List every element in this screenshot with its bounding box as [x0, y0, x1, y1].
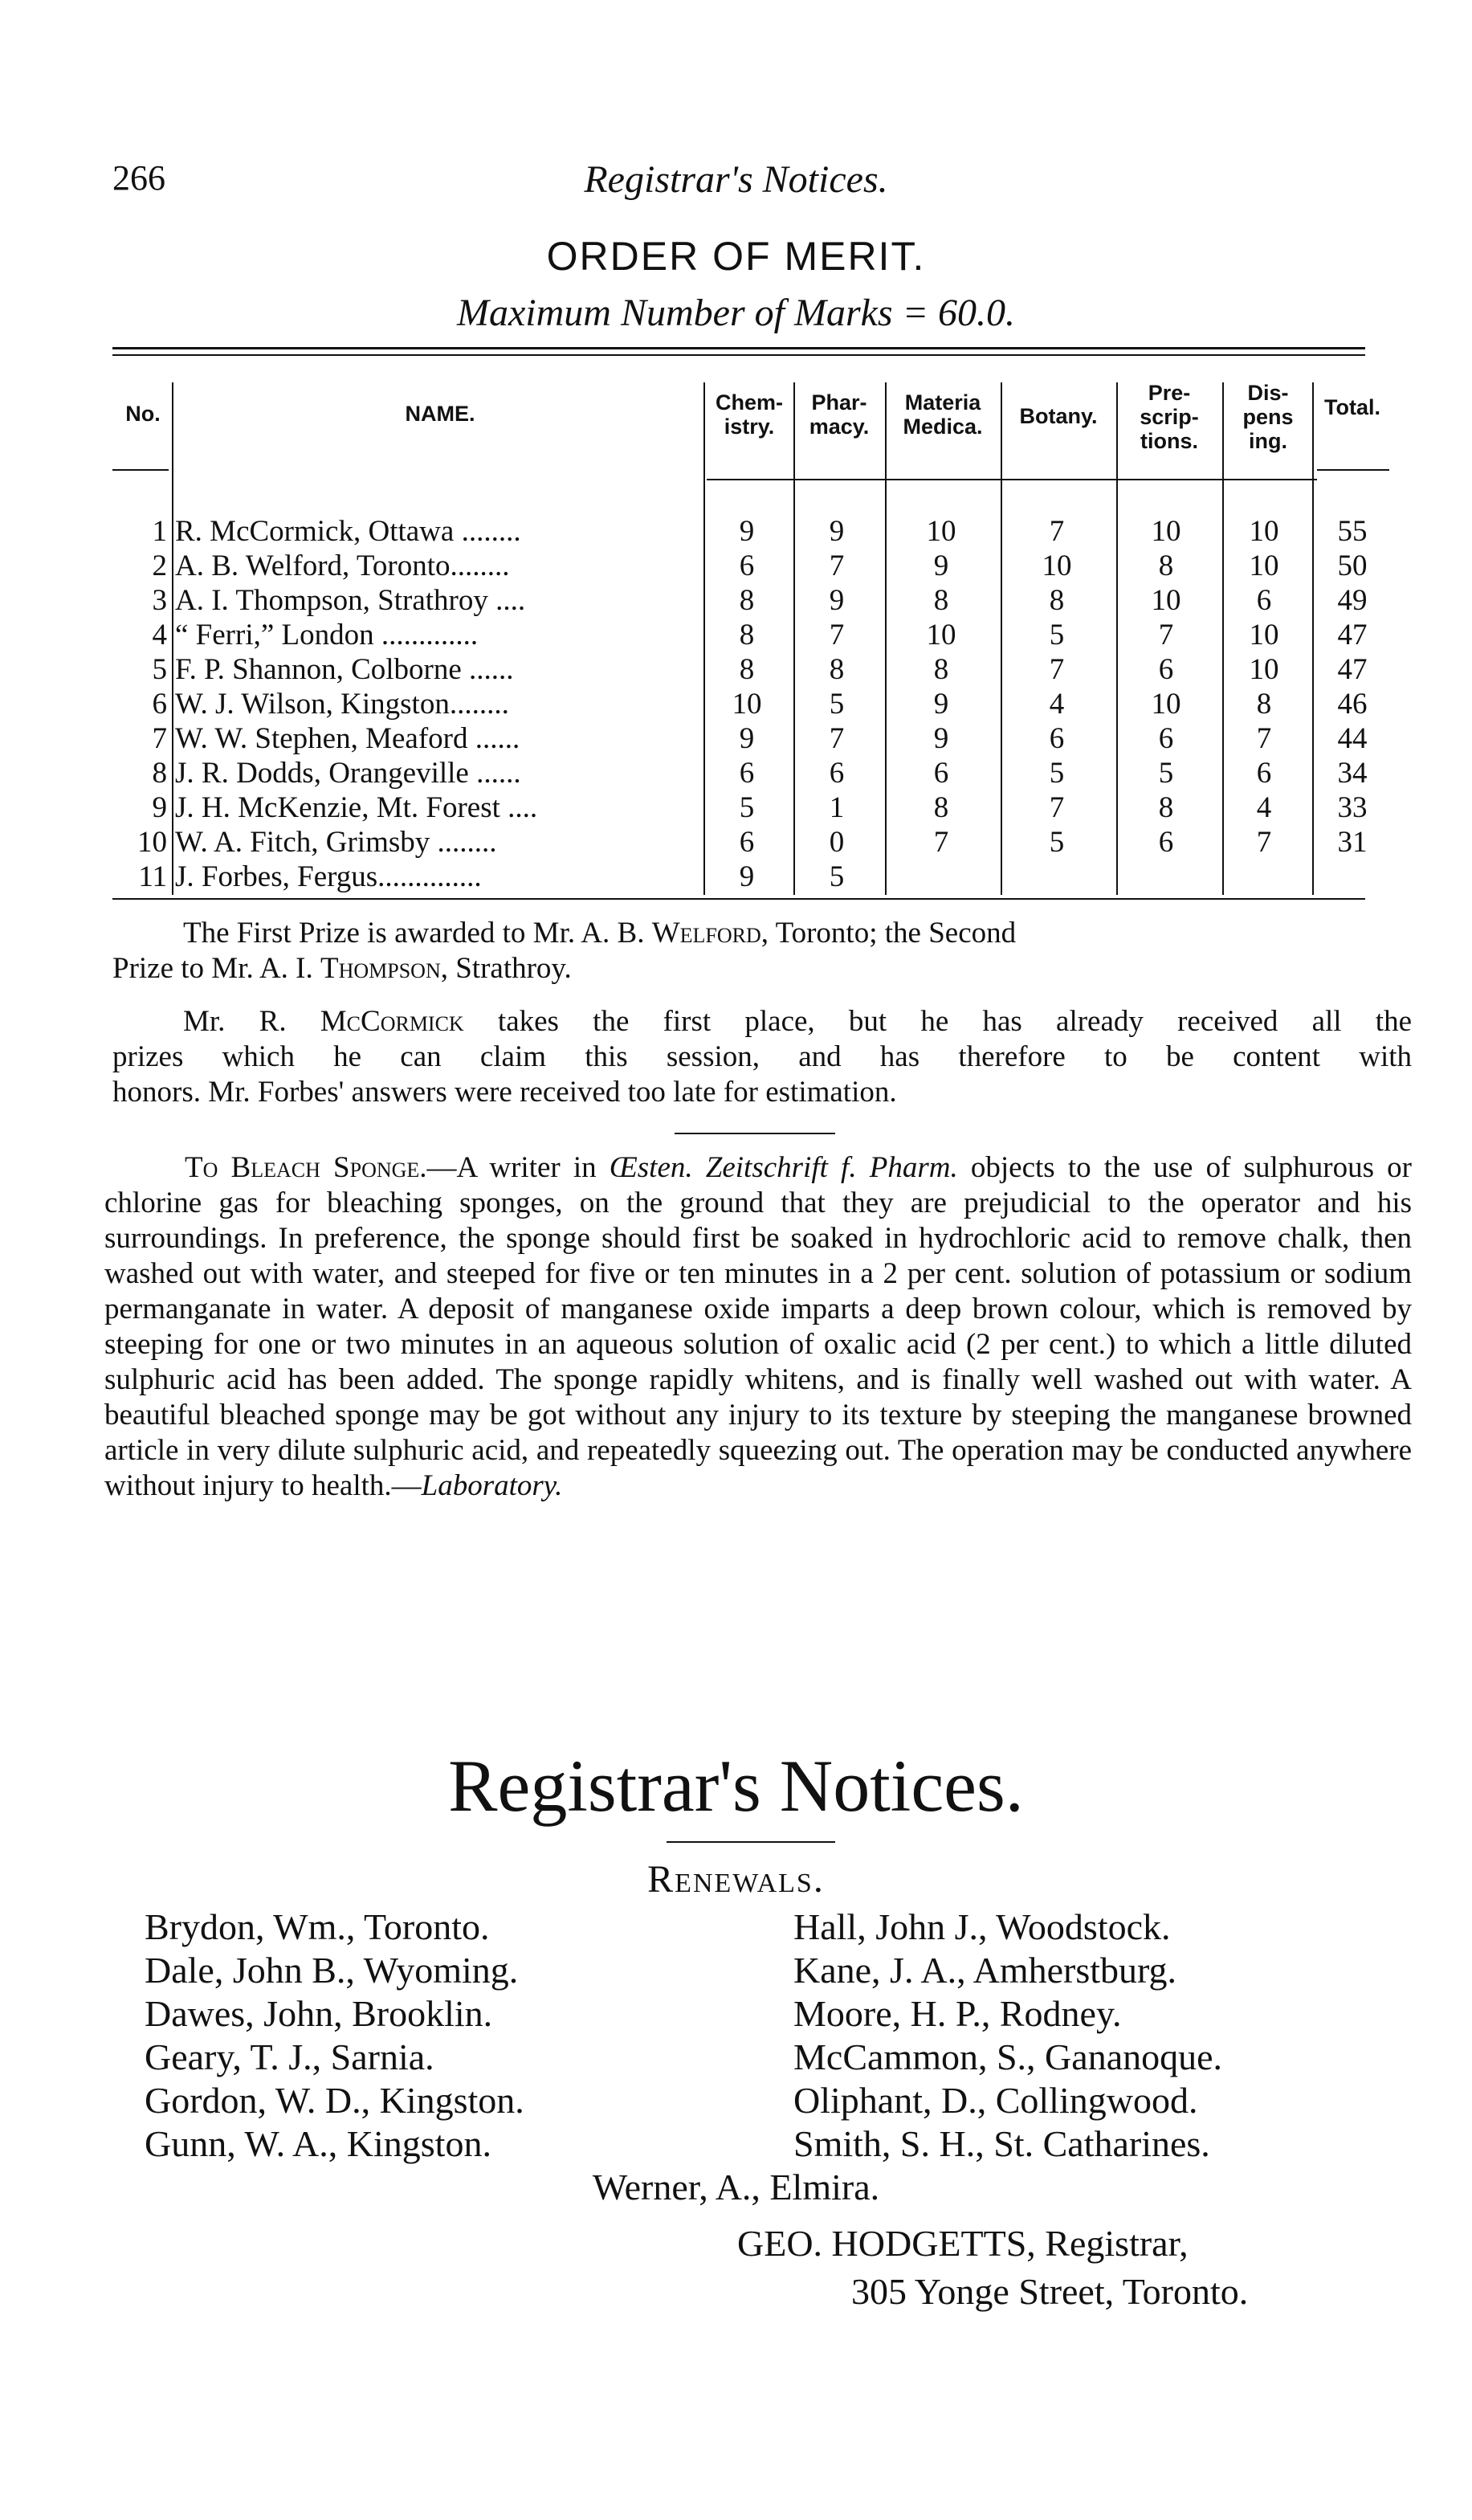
prize-note-line-2: Prize to Mr. A. I. Thompson, Strathroy.	[112, 952, 572, 985]
prize-note-line-5: honors. Mr. Forbes' answers were received too late for estimation.	[112, 1076, 897, 1109]
cell-bot: 8	[1049, 584, 1065, 617]
cell-name: A. I. Thompson, Strathroy ....	[175, 584, 526, 617]
cell-chem: 10	[732, 688, 762, 721]
table-row	[96, 618, 1397, 653]
cell-name: W. A. Fitch, Grimsby ........	[175, 826, 497, 859]
renewal-name: Gunn, W. A., Kingston.	[145, 2123, 491, 2164]
sponge-article: To Bleach Sponge.—A writer in Œsten. Zeitschrift f. Pharm. objects to the use of sulphurous or chlorine gas for bleaching sponges, on the ground that they are prejudicial to the operator and his surroundings. In preference, the sponge should first be soaked in hydrochloric acid to remove chalk, then washed out with water, and steeped for five or ten minutes in a 2 per cent. solution of potassium or sodium permanganate in water. A deposit of manganese oxide imparts a deep brown colour, which is removed by steeping for one or two minutes in an aqueous solution of oxalic acid (2 per cent.) to which a little diluted sulphuric acid has been added. The sponge rapidly whitens, and is finally well washed out with water. A beautiful bleached sponge may be got without any injury to its texture by steeping the manganese browned article in very dilute sulphuric acid, and repeatedly squeezing out. The operation may be conducted anywhere without injury to health.—Laboratory.	[104, 1151, 1412, 1502]
cell-chem: 9	[739, 515, 755, 548]
column-header-total: Total.	[1324, 395, 1380, 419]
column-header-prescriptions: Pre- scrip- tions.	[1140, 381, 1199, 453]
table-top-rule-2	[112, 354, 1365, 356]
prize-note-line-1: The First Prize is awarded to Mr. A. B. Welford, Toronto; the Second	[183, 917, 1017, 950]
cell-name: R. McCormick, Ottawa ........	[175, 515, 521, 548]
cell-no: 1	[152, 515, 167, 548]
cell-mat: 9	[933, 549, 949, 582]
cell-disp: 8	[1256, 688, 1272, 721]
article-source: Laboratory.	[421, 1469, 563, 1502]
cell-total: 47	[1337, 653, 1368, 686]
cell-name: W. J. Wilson, Kingston........	[175, 688, 509, 721]
column-header-no: No.	[125, 402, 161, 426]
table-row	[96, 549, 1397, 584]
cell-pres: 8	[1158, 791, 1174, 824]
cell-total: 34	[1337, 757, 1368, 790]
renewal-name: Moore, H. P., Rodney.	[793, 1993, 1122, 2034]
article-heading: To Bleach Sponge.	[185, 1151, 427, 1184]
cell-name: F. P. Shannon, Colborne ......	[175, 653, 514, 686]
cell-mat: 10	[926, 619, 956, 651]
cell-no: 8	[152, 757, 167, 790]
cell-name: J. H. McKenzie, Mt. Forest ....	[175, 791, 538, 824]
cell-pres: 10	[1151, 584, 1181, 617]
cell-pres: 6	[1158, 826, 1174, 859]
renewal-name: Werner, A., Elmira.	[592, 2167, 880, 2208]
cell-bot: 5	[1049, 757, 1065, 790]
renewal-name: Brydon, Wm., Toronto.	[145, 1906, 490, 1947]
cell-chem: 8	[739, 619, 755, 651]
cell-phar: 9	[829, 584, 845, 617]
cell-mat: 6	[933, 757, 949, 790]
cell-phar: 7	[829, 549, 845, 582]
cell-disp: 10	[1249, 549, 1279, 582]
cell-no: 11	[138, 860, 167, 893]
table-row	[96, 583, 1397, 619]
renewal-name: Smith, S. H., St. Catharines.	[793, 2123, 1210, 2164]
table-row	[96, 652, 1397, 688]
page-number: 266	[112, 158, 165, 198]
table-row	[96, 687, 1397, 722]
cell-mat: 10	[926, 515, 956, 548]
cell-name: “ Ferri,” London .............	[175, 619, 479, 651]
column-header-botany: Botany.	[1019, 404, 1098, 428]
cell-no: 4	[152, 619, 167, 651]
registrar-signature: GEO. HODGETTS, Registrar,	[737, 2223, 1189, 2264]
cell-total: 44	[1337, 722, 1368, 755]
column-header-materia-medica: Materia Medica.	[903, 390, 983, 439]
cell-name: A. B. Welford, Toronto........	[175, 549, 510, 582]
cell-chem: 6	[739, 826, 755, 859]
cell-no: 7	[152, 722, 167, 755]
cell-pres: 6	[1158, 653, 1174, 686]
cell-chem: 9	[739, 860, 755, 893]
running-title: Registrar's Notices.	[584, 158, 888, 201]
renewals-label: Renewals.	[647, 1858, 825, 1901]
cell-pres: 6	[1158, 722, 1174, 755]
cell-disp: 10	[1249, 515, 1279, 548]
cell-total: 50	[1337, 549, 1368, 582]
renewal-name: Dawes, John, Brooklin.	[145, 1993, 493, 2034]
cell-total: 31	[1337, 826, 1368, 859]
notices-divider	[667, 1841, 835, 1843]
cell-chem: 8	[739, 584, 755, 617]
cell-disp: 7	[1256, 826, 1272, 859]
table-top-rule	[112, 347, 1365, 349]
cell-mat: 8	[933, 791, 949, 824]
table-row	[96, 514, 1397, 549]
column-header-dispensing: Dis- pens ing.	[1242, 381, 1294, 453]
header-rule-columns	[707, 479, 1317, 480]
renewal-name: McCammon, S., Gananoque.	[793, 2036, 1223, 2077]
cell-bot: 7	[1049, 653, 1065, 686]
merit-title: ORDER OF MERIT.	[546, 234, 926, 279]
cell-bot: 10	[1042, 549, 1072, 582]
notices-title: Registrar's Notices.	[448, 1745, 1024, 1827]
cell-total: 49	[1337, 584, 1368, 617]
table-bottom-rule	[112, 898, 1365, 900]
table-row	[96, 825, 1397, 860]
cell-no: 10	[137, 826, 167, 859]
section-divider	[675, 1133, 835, 1134]
cell-bot: 6	[1049, 722, 1065, 755]
cell-name: J. R. Dodds, Orangeville ......	[175, 757, 521, 790]
cell-no: 3	[152, 584, 167, 617]
cell-bot: 7	[1049, 515, 1065, 548]
cell-disp: 10	[1249, 653, 1279, 686]
cell-phar: 7	[829, 722, 845, 755]
journal-title: Œsten. Zeitschrift f. Pharm.	[609, 1151, 958, 1184]
cell-name: W. W. Stephen, Meaford ......	[175, 722, 520, 755]
renewal-name: Gordon, W. D., Kingston.	[145, 2080, 524, 2121]
cell-no: 2	[152, 549, 167, 582]
merit-subtitle: Maximum Number of Marks = 60.0.	[457, 292, 1015, 334]
cell-mat: 9	[933, 688, 949, 721]
column-header-name: NAME.	[405, 402, 475, 426]
cell-bot: 5	[1049, 619, 1065, 651]
cell-pres: 5	[1158, 757, 1174, 790]
renewal-name: Kane, J. A., Amherstburg.	[793, 1950, 1177, 1991]
cell-mat: 9	[933, 722, 949, 755]
cell-mat: 7	[933, 826, 949, 859]
cell-phar: 7	[829, 619, 845, 651]
cell-phar: 6	[829, 757, 845, 790]
cell-phar: 5	[829, 860, 845, 893]
cell-phar: 1	[829, 791, 845, 824]
cell-total: 55	[1337, 515, 1368, 548]
cell-chem: 9	[739, 722, 755, 755]
cell-phar: 9	[829, 515, 845, 548]
renewal-name: Dale, John B., Wyoming.	[145, 1950, 519, 1991]
renewals-right-column	[793, 1905, 1222, 2166]
cell-chem: 8	[739, 653, 755, 686]
cell-phar: 0	[829, 826, 845, 859]
cell-pres: 10	[1151, 515, 1181, 548]
cell-disp: 7	[1256, 722, 1272, 755]
prize-note-line-3: Mr. R. McCormick takes the first place, but he has already received all the	[183, 1005, 1412, 1038]
cell-total: 33	[1337, 791, 1368, 824]
cell-disp: 6	[1256, 757, 1272, 790]
table-row	[96, 756, 1397, 791]
cell-pres: 10	[1151, 688, 1181, 721]
cell-pres: 8	[1158, 549, 1174, 582]
cell-bot: 4	[1049, 688, 1065, 721]
cell-bot: 7	[1049, 791, 1065, 824]
registrar-address: 305 Yonge Street, Toronto.	[851, 2271, 1249, 2312]
table-row	[96, 860, 1397, 895]
table-row	[96, 721, 1397, 757]
cell-mat: 8	[933, 653, 949, 686]
cell-phar: 8	[829, 653, 845, 686]
cell-disp: 4	[1256, 791, 1272, 824]
cell-chem: 5	[739, 791, 755, 824]
cell-disp: 6	[1256, 584, 1272, 617]
cell-phar: 5	[829, 688, 845, 721]
cell-no: 9	[152, 791, 167, 824]
cell-name: J. Forbes, Fergus..............	[175, 860, 482, 893]
prize-note-line-4: prizes which he can claim this session, and has therefore to be content with	[112, 1040, 1412, 1073]
cell-chem: 6	[739, 549, 755, 582]
cell-no: 6	[152, 688, 167, 721]
renewals-last-entry	[0, 2166, 1472, 2209]
cell-mat: 8	[933, 584, 949, 617]
header-rule-total	[1317, 469, 1389, 471]
cell-no: 5	[152, 653, 167, 686]
renewal-name: Oliphant, D., Collingwood.	[793, 2080, 1198, 2121]
cell-bot: 5	[1049, 826, 1065, 859]
cell-total: 46	[1337, 688, 1368, 721]
cell-total: 47	[1337, 619, 1368, 651]
cell-disp: 10	[1249, 619, 1279, 651]
column-header-pharmacy: Phar- macy.	[809, 390, 870, 439]
renewal-name: Hall, John J., Woodstock.	[793, 1906, 1171, 1947]
column-header-chemistry: Chem- istry.	[715, 390, 783, 439]
renewal-name: Geary, T. J., Sarnia.	[145, 2036, 434, 2077]
header-rule-no	[112, 469, 169, 471]
table-row	[96, 790, 1397, 826]
cell-chem: 6	[739, 757, 755, 790]
renewals-left-column	[145, 1905, 524, 2166]
cell-pres: 7	[1158, 619, 1174, 651]
